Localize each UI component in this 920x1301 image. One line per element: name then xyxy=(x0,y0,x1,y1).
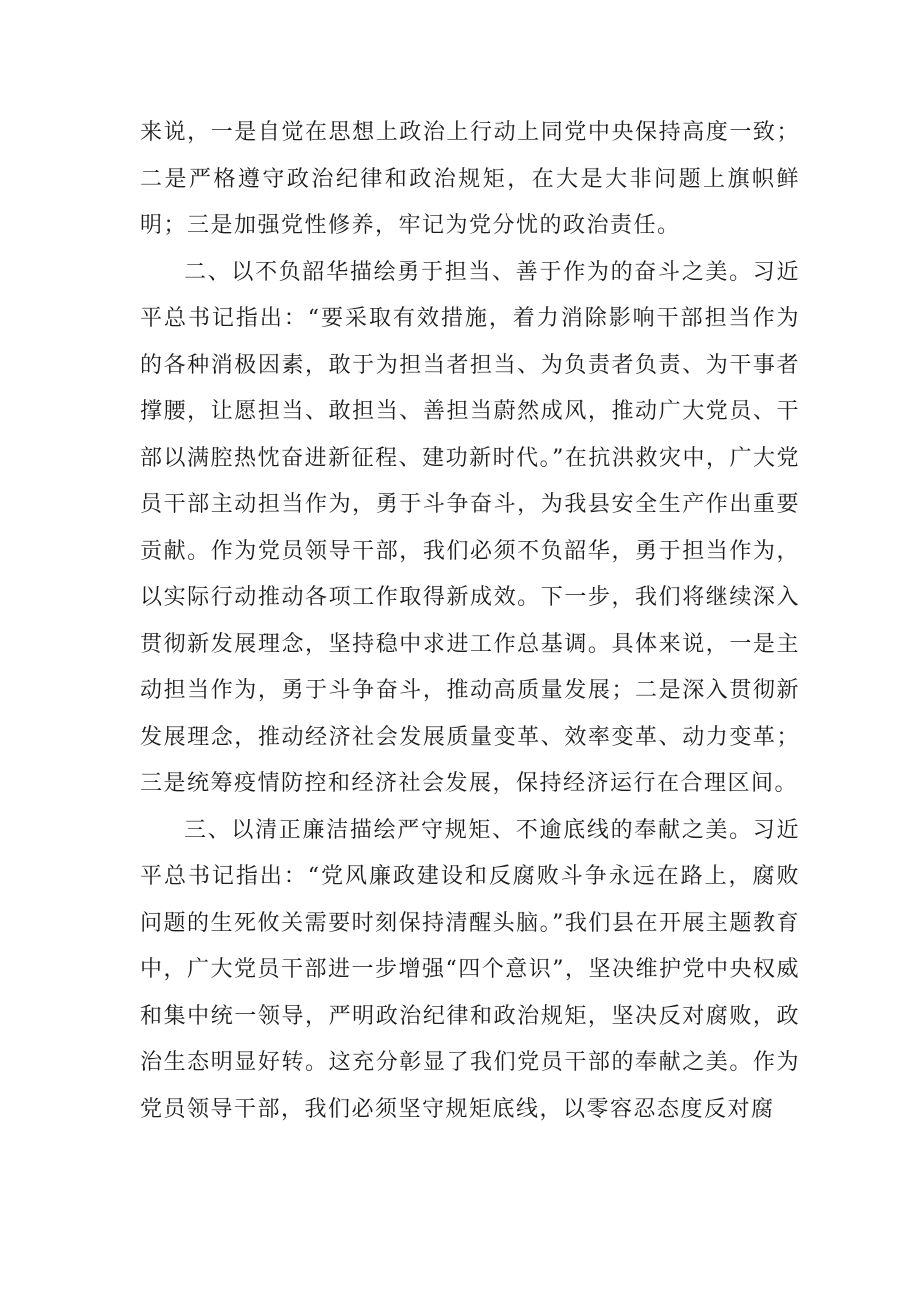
paragraph-section-three: 三、以清正廉洁描绘严守规矩、不逾底线的奉献之美。习近平总书记指出：“党风廉政建设和反腐败斗争永远在路上，腐败问题的生死攸关需要时刻保持清醒头脑。”我们县在开展主题教育中，广大党员干部进一步增强“四个意识”，坚决维护党中央权威和集中统一领导，严明政治纪律和政治规矩，坚决反对腐败，政治生态明显好转。这充分彰显了我们党员干部的奉献之美。作为党员领导干部，我们必须坚守规矩底线，以零容忍态度反对腐 xyxy=(140,817,800,1122)
document-body xyxy=(140,110,800,1133)
paragraph-section-two: 二、以不负韶华描绘勇于担当、善于作为的奋斗之美。习近平总书记指出：“要采取有效措施，着力消除影响干部担当作为的各种消极因素，敢于为担当者担当、为负责者负责、为干事者撑腰，让愿担当、敢担当、善担当蔚然成风，推动广大党员、干部以满腔热忱奋进新征程、建功新时代。”在抗洪救灾中，广大党员干部主动担当作为，勇于斗争奋斗，为我县安全生产作出重要贡献。作为党员领导干部，我们必须不负韶华，勇于担当作为，以实际行动推动各项工作取得新成效。下一步，我们将继续深入贯彻新发展理念，坚持稳中求进工作总基调。具体来说，一是主动担当作为，勇于斗争奋斗，推动高质量发展；二是深入贯彻新发展理念，推动经济社会发展质量变革、效率变革、动力变革；三是统筹疫情防控和经济社会发展，保持经济运行在合理区间。 xyxy=(140,259,800,796)
paragraph-continuation: 来说，一是自觉在思想上政治上行动上同党中央保持高度一致；二是严格遵守政治纪律和政治规矩，在大是大非问题上旗帜鲜明；三是加强党性修养，牢记为党分忧的政治责任。 xyxy=(140,120,800,238)
